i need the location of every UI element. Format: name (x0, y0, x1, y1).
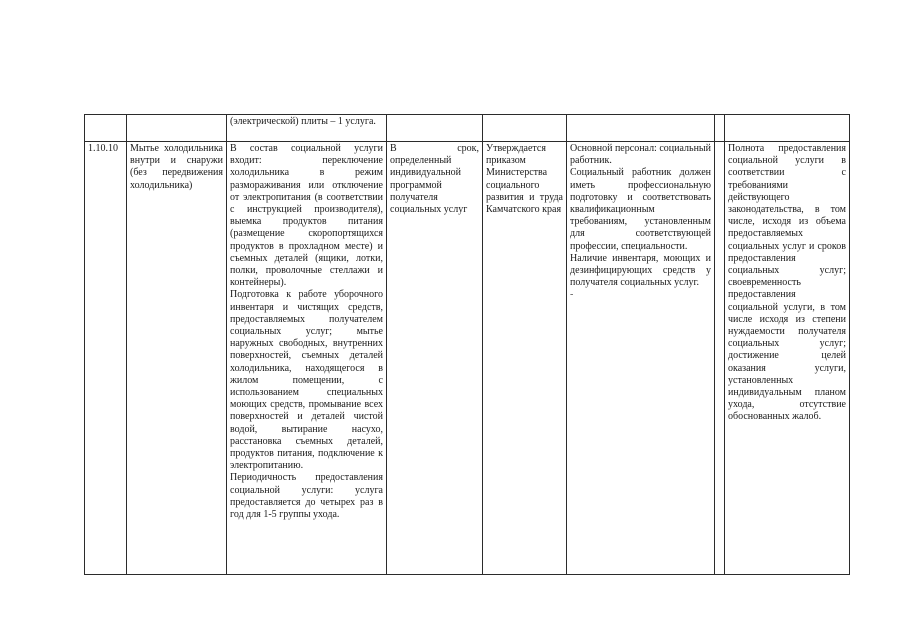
cell-name (127, 142, 227, 575)
cell-quality-empty (725, 115, 850, 142)
cell-name-empty (127, 115, 227, 142)
cell-number-empty (85, 115, 127, 142)
cell-deadline (387, 142, 483, 575)
service-conditions: Основной персонал: социальный работник. Социальный работник должен иметь профессиональную подготовку и соответствовать квалификационным требованиям, установленным для соответствующей профессии, специальности. Наличие инвентаря, моющих и дезинфицирующих средств у получателя социальных услуг. (570, 143, 711, 289)
service-description: В состав социальной услуги входит: переключение холодильника в режим размораживания или отключение от электропитания (в соответствии с инструкцией производителя), выемка продуктов питания (размещение скоропортящихся продуктов в прохладном месте) и съемных деталей (ящики, лотки, полки, проволочные стеллажи и контейнеры). Подготовка к работе уборочного инвентаря и чистящих средств, предоставляемых получателем социальных услуг; мытье наружных свободных, внутренних поверхностей, съемных деталей холодильника, находящегося в жилом помещении, с использованием специальных моющих средств, промывание всех поверхностей и деталей чистой водой, вытирание насухо, расстановка съемных деталей, продуктов питания, подключение к электропитанию. Периодичность предоставления социальной услуги: услуга предоставляется до четырех раз в год для 1-5 группы ухода. (230, 143, 383, 521)
service-name: Мытье холодильника внутри и снаружи (без передвижения холодильника) (130, 143, 223, 191)
service-deadline: В срок, определенный индивидуальной программой получателя социальных услуг (390, 143, 479, 216)
cell-conditions (567, 142, 715, 575)
cell-conditions-empty (567, 115, 715, 142)
cell-deadline-empty (387, 115, 483, 142)
cell-description (227, 142, 387, 575)
cell-quality (725, 142, 850, 575)
conditions-mark: - (570, 289, 574, 301)
cell-indicators (715, 142, 725, 575)
service-quality: Полнота предоставления социальной услуги в соответствии с требованиями действующего законодательства, в том числе, исходя из объема предоставляемых социальных услуг и сроков предоставления социальных услуг; своевременность предоставления социальной услуги, в том числе исходя из степени нуждаемости получателя социальных услуг; достижение целей оказания услуги, установленных индивидуальным планом ухода, отсутствие обоснованных жалоб. (728, 143, 846, 423)
table-row-continuation (85, 115, 850, 142)
cell-tariff-empty (483, 115, 567, 142)
cell-description-tail (227, 115, 387, 142)
description-tail-text: (электрической) плиты – 1 услуга. (230, 116, 376, 127)
table-row-1-10-10 (85, 142, 850, 575)
cell-number (85, 142, 127, 575)
service-tariff: Утверждается приказом Министерства социального развития и труда Камчатского края (486, 143, 563, 216)
cell-tariff (483, 142, 567, 575)
service-number: 1.10.10 (88, 143, 118, 154)
cell-indicators-empty (715, 115, 725, 142)
services-table (84, 114, 850, 575)
